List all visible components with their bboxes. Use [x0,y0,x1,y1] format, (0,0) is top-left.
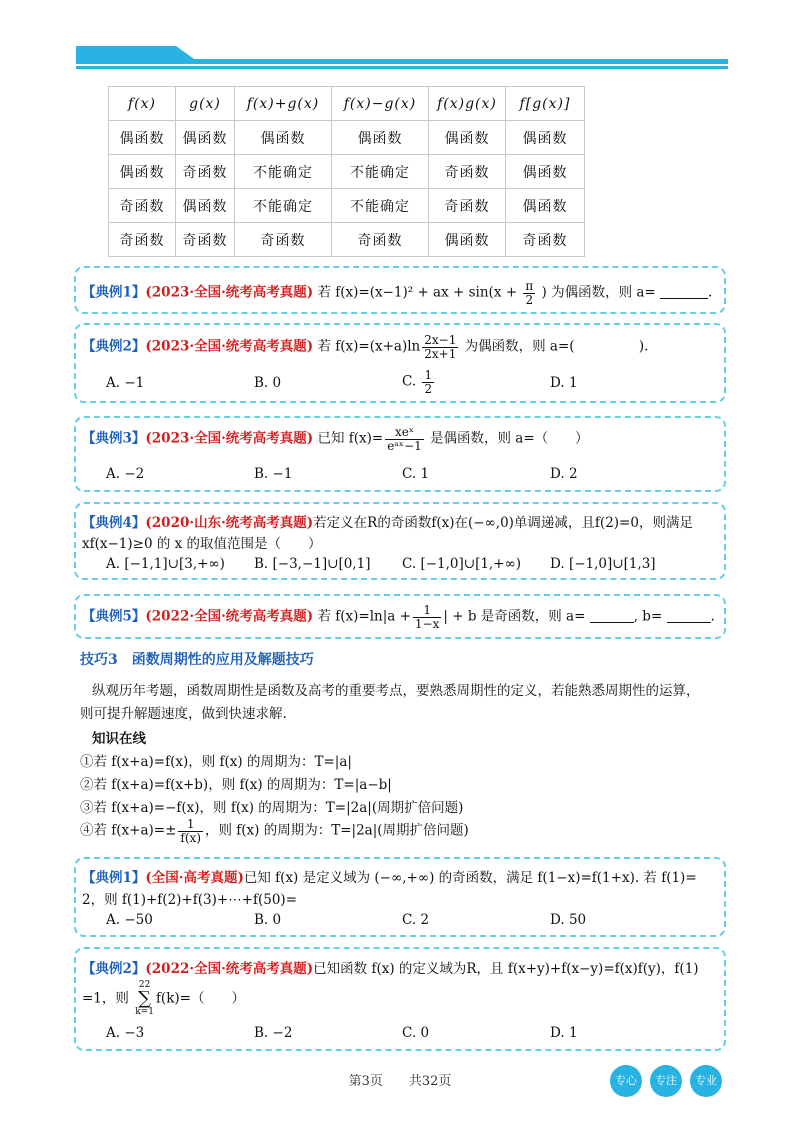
table-cell: 偶函数 [429,223,506,257]
answer-blank-a[interactable] [590,608,634,623]
equation-text: ) 为偶函数，则 a= [541,284,656,301]
example-7-box [74,947,726,1051]
fraction-denominator: 2x+1 [424,346,457,361]
equation-text: 已知 f(x)= [317,430,384,447]
table-header-cell: f(x)−g(x) [332,87,429,121]
page-number: 第3页 共32页 [348,1074,452,1089]
example-source: (2023·全国·统考高考真题) [145,338,314,355]
table-cell: 偶函数 [109,121,176,155]
example-tag: 【典例2】 [82,961,146,977]
example-tag: 【典例3】 [82,430,146,447]
fraction [385,426,424,452]
close-paren: ). [638,338,649,355]
fraction-numerator: 1 [413,604,441,618]
period: . [708,284,713,301]
table-cell: 偶函数 [176,121,235,155]
example-6-question-line2: 2，则 f(1)+f(2)+f(3)+⋯+f(50)= [82,892,298,908]
example-6-box [74,857,726,937]
example-tag: 【典例5】 [82,608,146,625]
knowledge-heading: 知识在线 [92,731,146,747]
example-4-question-line2: xf(x−1)≥0 的 x 的取值范围是（ ） [82,536,322,552]
table-header-cell: g(x) [176,87,235,121]
header-accent-bar [76,46,728,70]
example-3-question [82,426,589,452]
table-row [109,155,585,189]
knowledge-item-2: ②若 f(x+a)=f(x+b)，则 f(x) 的周期为：T=|a−b| [80,777,392,793]
table-row [109,189,585,223]
fraction-numerator: 2x−1 [424,333,457,347]
table-header-cell: f(x)g(x) [429,87,506,121]
parity-table [108,86,585,257]
table-cell: 不能确定 [332,189,429,223]
option-d[interactable]: D. 1 [550,375,578,391]
question-text: 若定义在R的奇函数f(x)在(−∞,0)单调递减，且f(2)=0，则满足 [313,515,693,531]
table-header-row [109,87,585,121]
example-source: (2022·全国·统考高考真题) [145,608,314,625]
table-cell: 奇函数 [332,223,429,257]
answer-blank[interactable] [660,284,708,299]
fraction-denominator: 2 [525,292,534,307]
example-7-question-line1 [82,957,699,977]
fraction-denominator: eᵃˣ−1 [387,438,422,453]
separator: , b= [633,608,663,625]
example-source: (2023·全国·统考高考真题) [145,430,314,447]
option-b[interactable]: B. −2 [254,1025,293,1041]
summation-symbol: 22 ∑ k=1 [135,980,154,1017]
table-cell: 奇函数 [235,223,332,257]
example-5-box [74,594,726,639]
section-title: 技巧3 函数周期性的应用及解题技巧 [80,652,314,668]
fraction-numerator: π [525,279,534,293]
example-4-box [74,502,726,580]
period: . [710,608,715,625]
table-cell: 偶函数 [109,155,176,189]
equation-text: 若 f(x)=ln|a + [317,608,411,625]
table-cell: 奇函数 [506,223,585,257]
table-cell: 奇函数 [109,223,176,257]
fraction-denominator: 1−x [414,616,440,631]
option-c[interactable]: C. 1 [402,466,430,482]
answer-blank-b[interactable] [667,608,711,623]
example-tag: 【典例1】 [82,870,146,886]
paragraph-line: 则可提升解题速度，做到快速求解. [80,706,287,722]
option-a[interactable]: A. −2 [106,466,145,482]
badge-professional: 专业 [690,1065,722,1097]
option-a[interactable]: A. −50 [106,912,153,928]
equation-text: 是偶函数，则 a=（ ） [430,430,589,447]
fraction-numerator: xeˣ [385,426,424,440]
option-d[interactable]: D. 1 [550,1025,578,1041]
equation-text: | + b 是奇函数，则 a= [443,608,586,625]
paragraph-line: 纵观历年考题，函数周期性是函数及高考的重要考点，要熟悉周期性的定义，若能熟悉周期性的运算， [92,683,700,699]
table-cell: 奇函数 [109,189,176,223]
table-cell: 偶函数 [506,189,585,223]
table-cell: 奇函数 [176,155,235,189]
table-cell: 偶函数 [176,189,235,223]
option-a[interactable]: A. [−1,1]∪[3,+∞) [106,556,225,572]
option-b[interactable]: B. 0 [254,375,282,391]
table-cell: 偶函数 [506,155,585,189]
example-tag: 【典例1】 [82,284,146,301]
option-d[interactable]: D. 50 [550,912,587,928]
table-row [109,121,585,155]
table-cell: 不能确定 [235,155,332,189]
example-source: (2022·全国·统考高考真题) [145,961,314,977]
table-cell: 奇函数 [176,223,235,257]
example-2-box [74,323,726,403]
table-cell: 不能确定 [332,155,429,189]
option-b[interactable]: B. 0 [254,912,282,928]
fraction [413,604,441,630]
example-tag: 【典例2】 [82,338,146,355]
table-header-cell: f[g(x)] [506,87,585,121]
option-c[interactable]: C. 0 [402,1025,430,1041]
option-a[interactable]: A. −3 [106,1025,145,1041]
example-1-box [74,266,726,314]
table-cell: 奇函数 [429,189,506,223]
option-b[interactable]: B. [−3,−1]∪[0,1] [254,556,371,572]
example-3-box [74,416,726,492]
table-row [109,223,585,257]
question-text: 已知函数 f(x) 的定义域为R，且 f(x+y)+f(x−y)=f(x)f(y)，f(1) [313,961,699,977]
table-cell: 偶函数 [506,121,585,155]
table-cell: 奇函数 [429,155,506,189]
example-4-question-line1 [82,511,693,531]
fraction [422,334,458,360]
option-d[interactable]: D. [−1,0]∪[1,3] [550,556,656,572]
example-5-question [82,604,715,630]
option-c[interactable]: C. 2 [402,912,430,928]
badge-concentrate: 专注 [650,1065,682,1097]
example-2-question [82,334,648,360]
option-d[interactable]: D. 2 [550,466,578,482]
knowledge-item-1: ①若 f(x+a)=f(x)，则 f(x) 的周期为：T=|a| [80,754,352,770]
equation-text: 为偶函数，则 a=( [464,338,575,355]
equation-text: 若 f(x)=(x+a)ln [317,338,421,355]
equation-text: 若 f(x)=(x−1)² + ax + sin(x + [317,284,518,301]
example-source: (2023·全国·统考高考真题) [145,284,314,301]
example-6-question-line1 [82,866,697,886]
example-source: (全国·高考真题) [145,870,244,886]
table-cell: 偶函数 [332,121,429,155]
option-a[interactable]: A. −1 [106,375,145,391]
knowledge-item-4: ④若 f(x+a)=± $\frac{1}{f(x)}$ ，则 f(x) 的周期为：T=|2a|(周期扩倍问题) [80,817,469,845]
fraction [523,280,535,306]
table-header-cell: f(x) [109,87,176,121]
option-b[interactable]: B. −1 [254,466,293,482]
badge-focus: 专心 [610,1065,642,1097]
knowledge-item-3: ③若 f(x+a)=−f(x)，则 f(x) 的周期为：T=|2a|(周期扩倍问题) [80,800,464,816]
example-1-question [82,280,712,306]
table-cell: 偶函数 [429,121,506,155]
example-source: (2020·山东·统考高考真题) [145,515,314,531]
table-cell: 偶函数 [235,121,332,155]
table-cell: 不能确定 [235,189,332,223]
option-c[interactable]: C. [−1,0]∪[1,+∞) [402,556,522,572]
option-c[interactable]: C. $\frac{1}{2}$ [402,368,433,396]
question-text: 已知 f(x) 是定义域为 (−∞,+∞) 的奇函数，满足 f(1−x)=f(1+x). 若 f(1)= [243,870,697,886]
table-header-cell: f(x)+g(x) [235,87,332,121]
example-7-question-line2: =1，则 22 ∑ k=1 f(k)=（ ） [82,980,245,1017]
example-tag: 【典例4】 [82,515,146,531]
